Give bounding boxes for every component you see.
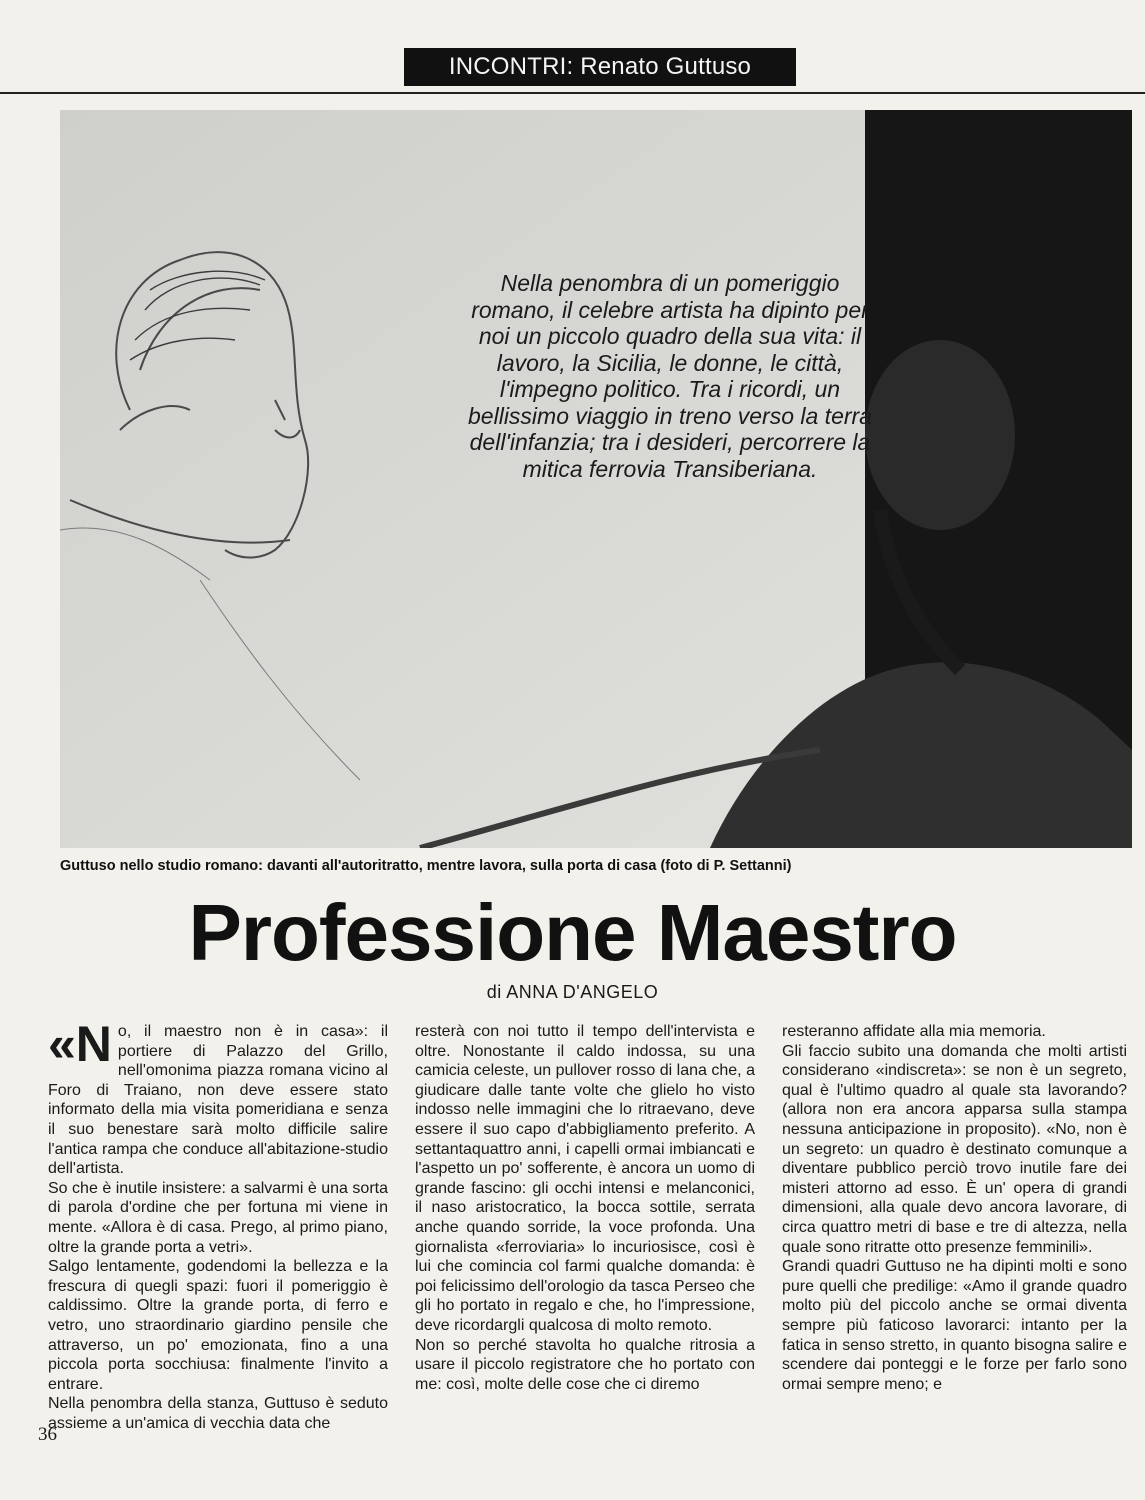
drop-cap: «N xyxy=(48,1022,112,1072)
article-column-3 xyxy=(782,1022,1127,1432)
photo-spread xyxy=(60,110,1132,848)
header-rule xyxy=(0,92,1145,94)
paragraph: Gli faccio subito una domanda che molti artisti considerano «indiscreta»: se non è un segreto, qual è l'ultimo quadro al quale sta lavorando? (allora non era ancora apparsa sulla stampa nessuna anticipazione in proposito). «No, non è un segreto: un quadro è destinato comunque a diventare pubblico perciò trovo inutile fare dei misteri attorno ad esso. È un' opera di grandi dimensioni, alla quale devo ancora lavorare, di circa quattro metri di base e tre di altezza, nella quale sono ritratte otto presenze femminili». xyxy=(782,1042,1127,1256)
photo-caption: Guttuso nello studio romano: davanti all'autoritratto, mentre lavora, sulla porta di casa (foto di P. Settanni) xyxy=(60,858,792,874)
article-column-2 xyxy=(415,1022,755,1432)
paragraph: Non so perché stavolta ho qualche ritrosia a usare il piccolo registratore che ho portato con me: così, molte delle cose che ci diremo xyxy=(415,1336,755,1393)
paragraph: resterà con noi tutto il tempo dell'intervista e oltre. Nonostante il caldo indossa, su una camicia celeste, un pullover rosso di lana che, a giudicare dalle tante volte che glielo ho visto indosso nelle immagini che lo ritraevano, deve essere il suo capo d'abbigliamento preferito. A settantaquattro anni, i capelli ormai imbiancati e l'aspetto un po' sofferente, è ancora un uomo di grande fascino: gli occhi intensi e melanconici, il naso aristocratico, la bocca sottile, serrata anche quando sorride, la voce profonda. Una giornalista «ferroviaria» lo incuriosisce, così è lui che comincia col farmi qualche domanda: è poi felicissimo dell'orologio da tasca Perseo che gli ho portato in regalo e che, ho l'impressione, deve ricordargli qualcosa di molto remoto. xyxy=(415,1023,755,1334)
standfirst: Nella penombra di un pomeriggio romano, il celebre artista ha dipinto per noi un piccolo quadro della sua vita: il lavoro, la Sicilia, le donne, le città, l'impegno politico. Tra i ricordi, un bellissimo viaggio in treno verso la terra dell'infanzia; tra i desideri, percorrere la mitica ferrovia Transiberiana. xyxy=(468,270,872,482)
article-column-1 xyxy=(48,1022,388,1432)
page-number: 36 xyxy=(38,1424,57,1445)
paragraph: Nella penombra della stanza, Guttuso è seduto assieme a un'amica di vecchia data che xyxy=(48,1395,388,1432)
paragraph: Salgo lentamente, godendomi la bellezza e la frescura di quegli spazi: fuori il pomeriggio è caldissimo. Oltre la grande porta, di ferro e vetro, uno straordinario giardino pensile che attraverso, un po' emozionata, fino a una piccola porta socchiusa: finalmente l'invito a entrare. xyxy=(48,1258,388,1393)
paragraph: Grandi quadri Guttuso ne ha dipinti molti e sono pure quelli che predilige: «Amo il grande quadro molto più del piccolo anche se ormai diventa sempre più faticoso lavorarci: intanto per la fatica in senso stretto, in quanto bisogna salire e scendere dai ponteggi e le forze per farlo sono ormai sempre meno; e xyxy=(782,1258,1127,1393)
paragraph: o, il maestro non è in casa»: il portiere di Palazzo del Grillo, nell'omonima piazza romana vicino al Foro di Traiano, non deve essere stato informato della mia visita pomeridiana e senza il suo benestare sarà molto difficile salire l'antica rampa che conduce all'abitazione-studio dell'artista. xyxy=(48,1023,388,1178)
article-headline: Professione Maestro xyxy=(188,888,957,977)
section-header: INCONTRI: Renato Guttuso xyxy=(404,48,796,86)
article-byline: di ANNA D'ANGELO xyxy=(486,982,659,1002)
paragraph: resteranno affidate alla mia memoria. xyxy=(782,1023,1046,1040)
paragraph: So che è inutile insistere: a salvarmi è una sorta di parola d'ordine che per fortuna mi viene in mente. «Allora è di casa. Prego, al primo piano, oltre la grande porta a vetri». xyxy=(48,1179,388,1256)
